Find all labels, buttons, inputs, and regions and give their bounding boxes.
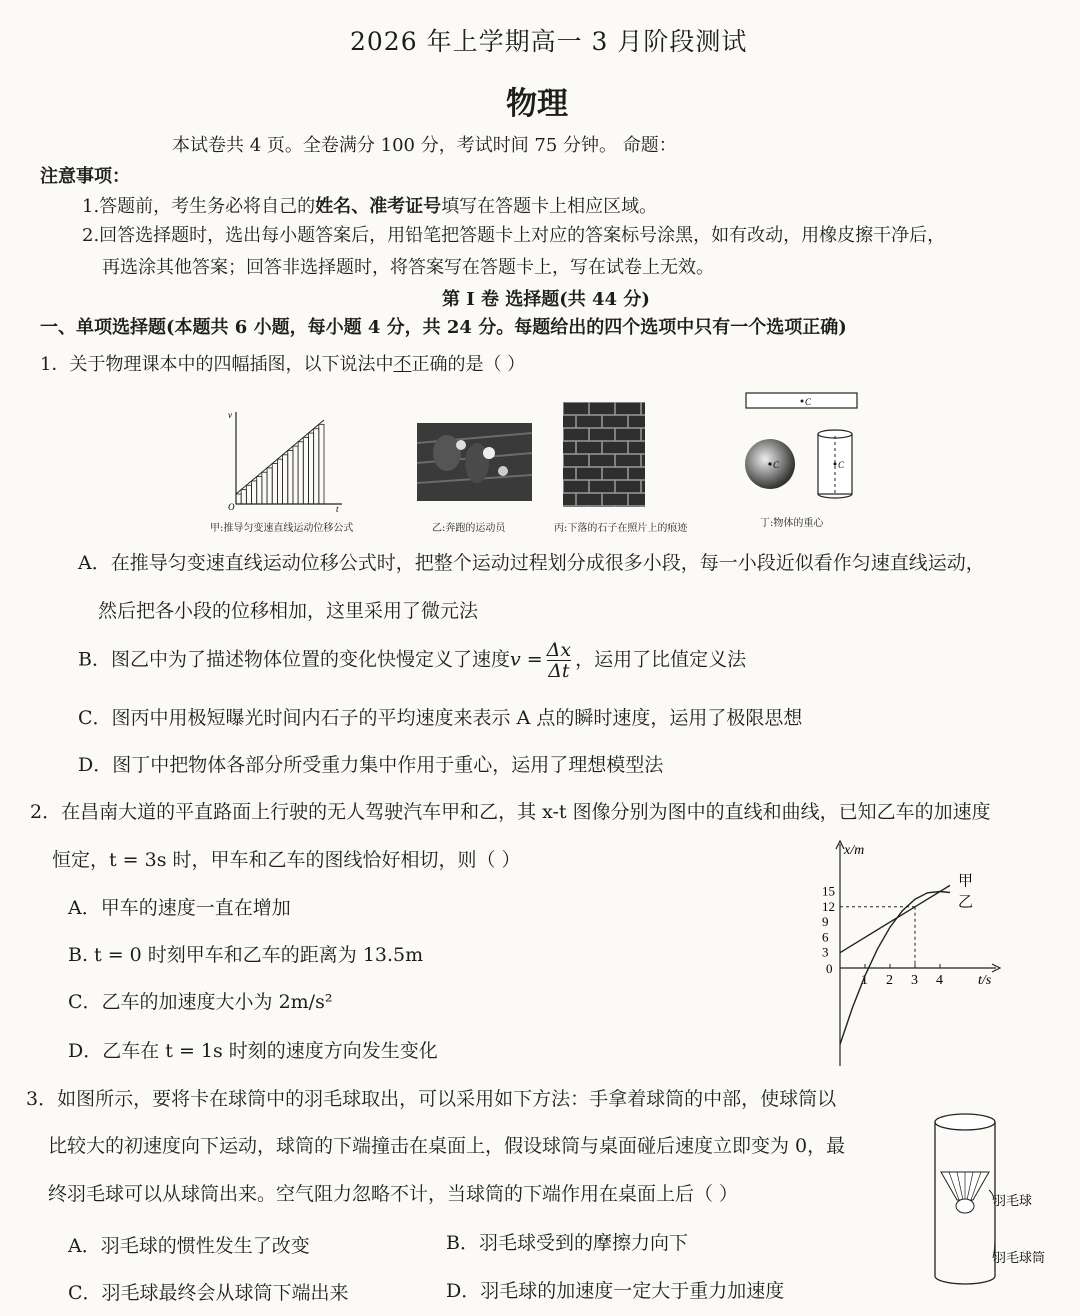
note-2-line-1: 2.回答选择题时，选出每小题答案后，用铅笔把答题卡上对应的答案标号涂黑，如有改动，用橡皮擦干净后， — [82, 225, 946, 246]
fig-jia-step — [236, 494, 241, 504]
notes-heading: 注意事项： — [40, 166, 130, 187]
fig-jia-step — [319, 424, 324, 504]
shuttlecock-icon — [941, 1172, 989, 1213]
fig-jia-step — [293, 446, 298, 504]
q2-stem-line2: 恒定，t = 3s 时，甲车和乙车的图线恰好相切，则（ ） — [52, 849, 521, 871]
q3-stem-line2: 比较大的初速度向下运动，球筒的下端撞击在桌面上，假设球筒与桌面碰后速度立即变为 0，最 — [48, 1135, 846, 1157]
legend-yi: 乙 — [958, 894, 974, 911]
q1-option-d: D．图丁中把物体各部分所受重力集中作用于重心，运用了理想模型法 — [78, 754, 664, 776]
q2-option-c: C．乙车的加速度大小为 2m/s² — [68, 991, 333, 1013]
exam-title: 2026 年上学期高一 3 月阶段测试 — [350, 27, 748, 56]
fig-jia-step — [262, 472, 267, 504]
fig-jia-step — [308, 433, 313, 504]
x-tick-label: 3 — [911, 973, 918, 988]
part1-heading: 一、单项选择题(本题共 6 小题，每小题 4 分，共 24 分。每题给出的四个选项中只有一个选项正确) — [40, 317, 847, 338]
fig-jia-step — [288, 450, 293, 504]
fig-ding-c-label-bar: C — [805, 397, 812, 407]
figure-jia-vt-graph — [224, 408, 344, 512]
fig-jia-step — [283, 455, 288, 504]
q1-option-a-line2: 然后把各小段的位移相加，这里采用了微元法 — [98, 600, 479, 622]
exam-info: 本试卷共 4 页。全卷满分 100 分，考试时间 75 分钟。 命题： — [172, 135, 677, 156]
figure-ding-center-of-gravity — [740, 390, 865, 505]
q1-option-c: C．图丙中用极短曝光时间内石子的平均速度来表示 A 点的瞬时速度，运用了极限思想 — [78, 707, 803, 729]
legend-jia: 甲 — [958, 873, 974, 890]
fig-jia-step — [252, 481, 257, 504]
fig-jia-step — [277, 459, 282, 504]
fig-jia-steps — [236, 424, 324, 504]
fig-jia-t-label: t — [336, 504, 339, 512]
label-shuttlecock: 羽毛球 — [993, 1193, 1033, 1208]
caption-yi: 乙:奔跑的运动员 — [432, 523, 506, 534]
caption-ding: 丁:物体的重心 — [760, 518, 824, 529]
fig-jia-step — [267, 468, 272, 504]
x-tick-label: 4 — [936, 973, 943, 988]
note-1: 1.答题前，考生务必将自己的姓名、准考证号填写在答题卡上相应区域。 — [82, 196, 658, 217]
x-tick-label: 1 — [861, 973, 868, 988]
q2-option-d: D．乙车在 t = 1s 时刻的速度方向发生变化 — [68, 1040, 438, 1062]
fig-jia-step — [272, 464, 277, 504]
fig-ding-c-label-cyl: C — [838, 460, 845, 470]
figure-yi-runners-photo — [417, 423, 532, 501]
y-tick-label: 6 — [822, 929, 829, 945]
fig-jia-v-label: v — [228, 410, 232, 420]
y-tick-label: 3 — [822, 944, 829, 960]
fig-jia-step — [298, 442, 303, 504]
q3-option-a: A．羽毛球的惯性发生了改变 — [68, 1235, 310, 1257]
q2-stem-line1: 2．在昌南大道的平直路面上行驶的无人驾驶汽车甲和乙，其 x-t 图像分别为图中的直线和曲线，已知乙车的加速度 — [30, 801, 991, 823]
fig-jia-step — [241, 490, 246, 504]
q2-option-a: A．甲车的速度一直在增加 — [68, 897, 291, 919]
caption-jia: 甲:推导匀变速直线运动位移公式 — [210, 523, 354, 534]
q3-option-b: B．羽毛球受到的摩擦力向下 — [446, 1232, 688, 1254]
subject-title: 物理 — [506, 86, 568, 122]
velocity-fraction: $\frac{\Delta x}{\Delta t}$ — [546, 639, 572, 682]
fig-jia-line — [236, 420, 324, 494]
caption-bing: 丙:下落的石子在照片上的痕迹 — [554, 523, 688, 534]
fig-jia-step — [246, 485, 251, 504]
q3-shuttlecock-tube-figure — [925, 1110, 1075, 1310]
y-tick-label: 15 — [822, 883, 835, 899]
fig-ding-c-label-sphere: C — [773, 460, 780, 470]
fig-jia-step — [303, 437, 308, 504]
q1-stem: 1．关于物理课本中的四幅插图，以下说法中不正确的是（ ） — [40, 354, 526, 375]
label-tube: 羽毛球筒 — [993, 1250, 1046, 1265]
tube-top-ellipse — [935, 1114, 995, 1130]
fig-jia-step — [257, 477, 262, 504]
q2-xt-graph — [806, 838, 1006, 1070]
series-jia-line — [840, 885, 950, 952]
fig-jia-o-label: O — [228, 502, 235, 512]
y-tick-label: 9 — [822, 914, 829, 930]
q3-option-c: C．羽毛球最终会从球筒下端出来 — [68, 1282, 349, 1304]
note-2-line-2: 再选涂其他答案；回答非选择题时，将答案写在答题卡上，写在试卷上无效。 — [102, 257, 714, 278]
q3-stem-line3: 终羽毛球可以从球筒出来。空气阻力忽略不计，当球筒的下端作用在桌面上后（ ） — [48, 1183, 739, 1205]
y-tick-label: 12 — [822, 898, 835, 914]
y-tick-label: 0 — [826, 961, 833, 976]
fig-jia-step — [314, 429, 319, 504]
q3-option-d: D．羽毛球的加速度一定大于重力加速度 — [446, 1280, 785, 1302]
x-tick-label: 2 — [886, 973, 893, 988]
q1-option-a-line1: A．在推导匀变速直线运动位移公式时，把整个运动过程划分成很多小段，每一小段近似看作匀速直线运动， — [78, 552, 985, 574]
q2-option-b: B. t = 0 时刻甲车和乙车的距离为 13.5m — [68, 944, 424, 966]
figure-bing-brick-wall — [563, 402, 645, 507]
x-axis-label: t/s — [978, 973, 992, 988]
q3-stem-line1: 3．如图所示，要将卡在球筒中的羽毛球取出，可以采用如下方法：手拿着球筒的中部，使球筒以 — [26, 1088, 837, 1110]
q1-option-b: B．图乙中为了描述物体位置的变化快慢定义了速度v = $\frac{\Delta x}{\Delta t}$ ，运用了比值定义法 — [78, 639, 747, 682]
volume-heading: 第 I 卷 选择题(共 44 分) — [442, 289, 650, 310]
y-axis-label: x/m — [844, 843, 865, 858]
